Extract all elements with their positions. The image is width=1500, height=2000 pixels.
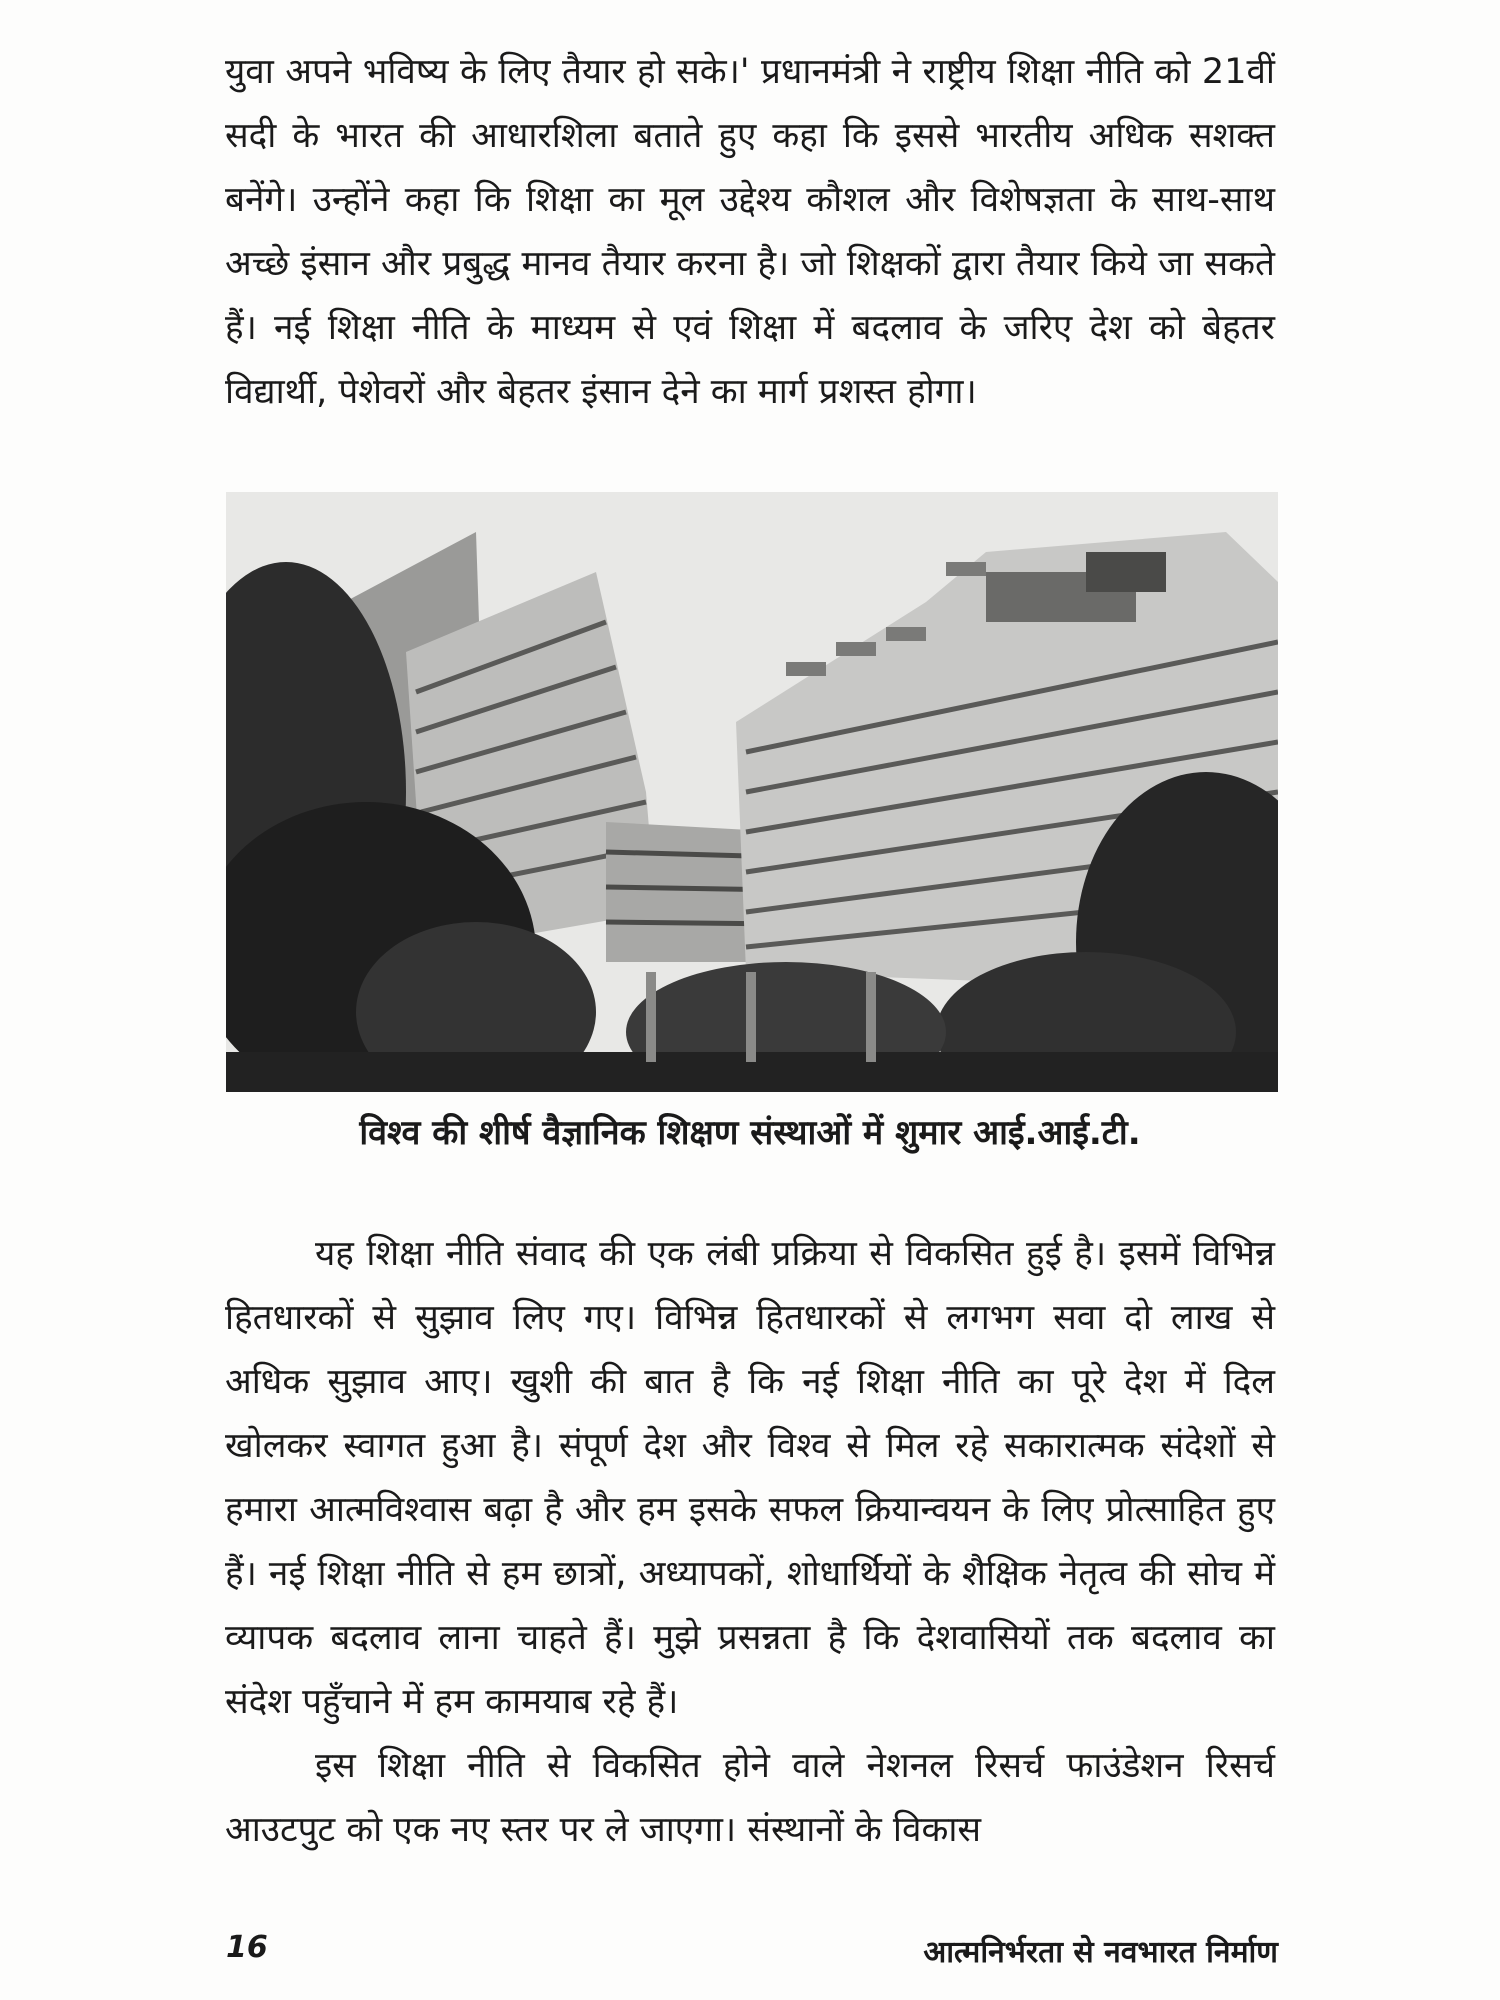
page-number: 16 bbox=[226, 1930, 268, 1965]
paragraph-3: इस शिक्षा नीति से विकसित होने वाले नेशनल रिसर्च फाउंडेशन रिसर्च आउटपुट को एक नए स्तर पर ले जाएगा। संस्थानों के विकास bbox=[225, 1746, 1275, 1850]
paragraph-2: यह शिक्षा नीति संवाद की एक लंबी प्रक्रिया से विकसित हुई है। इसमें विभिन्न हितधारकों से सुझाव लिए गए। विभिन्न हितधारकों से लगभग सवा दो लाख से अधिक सुझाव आए। खुशी की बात है कि नई शिक्षा नीति का पूरे देश में दिल खोलकर स्वागत हुआ है। संपूर्ण देश और विश्व से मिल रहे सकारात्मक संदेशों से हमारा आत्मविश्वास बढ़ा है और हम इसके सफल क्रियान्वयन के लिए प्रोत्साहित हुए हैं। नई शिक्षा नीति से हम छात्रों, अध्यापकों, शोधार्थियों के शैक्षिक नेतृत्व की सोच में व्यापक बदलाव लाना चाहते हैं। मुझे प्रसन्नता है कि देशवासियों तक बदलाव का संदेश पहुँचाने में हम कामयाब रहे हैं। bbox=[225, 1234, 1275, 1722]
iit-building-photo bbox=[226, 492, 1278, 1092]
photo-caption: विश्व की शीर्ष वैज्ञानिक शिक्षण संस्थाओं में शुमार आई.आई.टी. bbox=[359, 1113, 1141, 1153]
book-title: आत्मनिर्भरता से नवभारत निर्माण bbox=[923, 1935, 1278, 1970]
paragraph-1: युवा अपने भविष्य के लिए तैयार हो सके।' प्रधानमंत्री ने राष्ट्रीय शिक्षा नीति को 21वीं सदी के भारत की आधारशिला बताते हुए कहा कि इससे भारतीय अधिक सशक्त बनेंगे। उन्होंने कहा कि शिक्षा का मूल उद्देश्य कौशल और विशेषज्ञता के साथ-साथ अच्छे इंसान और प्रबुद्ध मानव तैयार करना है। जो शिक्षकों द्वारा तैयार किये जा सकते हैं। नई शिक्षा नीति के माध्यम से एवं शिक्षा में बदलाव के जरिए देश को बेहतर विद्यार्थी, पेशेवरों और बेहतर इंसान देने का मार्ग प्रशस्त होगा। bbox=[225, 52, 1275, 412]
